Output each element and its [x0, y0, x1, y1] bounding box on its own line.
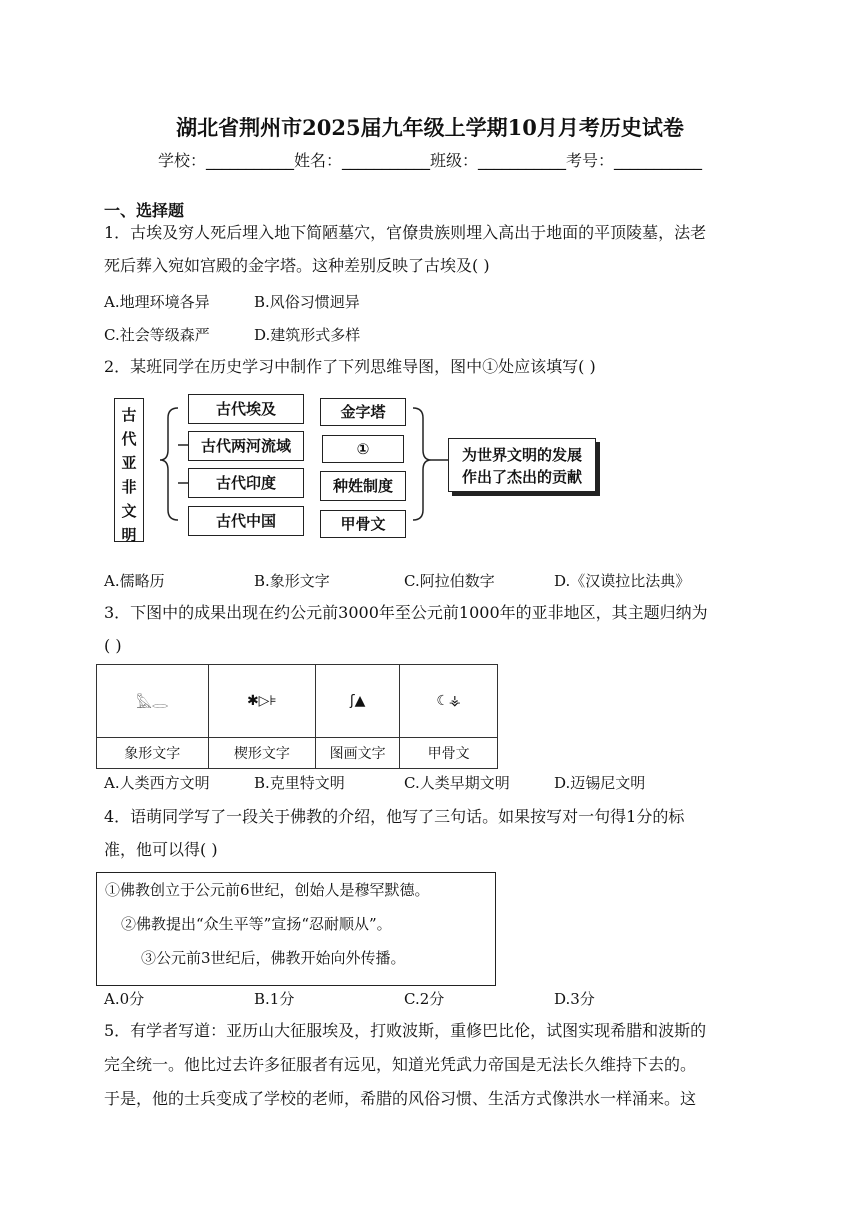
q5-line2: 完全统一。他比过去许多征服者有远见，知道光凭武力帝国是无法长久维持下去的。 — [104, 1055, 697, 1074]
conclusion-line1: 为世界文明的发展 — [461, 446, 582, 464]
q1-line1: 1．古埃及穷人死后埋入地下简陋墓穴，官僚贵族则埋入高出于地面的平顶陵墓，法老 — [104, 223, 707, 242]
cuneiform-image: ✱▷⊧ — [208, 665, 316, 738]
q3-option-b: B.克里特文明 — [254, 774, 345, 792]
scripts-table — [96, 664, 498, 769]
mind-map-root — [114, 398, 144, 542]
q3-option-c: C.人类早期文明 — [404, 774, 510, 792]
q4-option-d: D.3分 — [554, 990, 595, 1008]
q2-option-c: C.阿拉伯数字 — [404, 572, 495, 590]
q1-line2: 死后葬入宛如宫殿的金字塔。这种差别反映了古埃及( ) — [104, 256, 490, 275]
script-label: 象形文字 — [97, 738, 209, 769]
q2-option-b: B.象形文字 — [254, 572, 330, 590]
conclusion-line2: 作出了杰出的贡献 — [461, 468, 582, 486]
q4-statements-box — [96, 872, 496, 986]
scripts-label-row — [97, 738, 498, 769]
item-pyramid: 金字塔 — [320, 398, 406, 426]
q4-option-a: A.0分 — [104, 990, 145, 1008]
q2-stem: 2．某班同学在历史学习中制作了下列思维导图，图中①处应该填写( ) — [104, 357, 596, 376]
q4-statement-3: ③公元前3世纪后，佛教开始向外传播。 — [141, 949, 406, 967]
q3-option-a: A.人类西方文明 — [104, 774, 210, 792]
hieroglyph-image: 𓅓𓂋 — [97, 665, 209, 738]
scripts-glyph-row — [97, 665, 498, 738]
region-india: 古代印度 — [188, 468, 304, 498]
q4-line2: 准，他可以得( ) — [104, 840, 218, 859]
script-label: 图画文字 — [316, 738, 400, 769]
q5-line3: 于是，他的士兵变成了学校的老师，希腊的风俗习惯、生活方式像洪水一样涌来。这 — [104, 1089, 697, 1108]
q1-option-d: D.建筑形式多样 — [254, 326, 361, 344]
root-char: 明 — [121, 526, 137, 544]
page-title: 湖北省荆州市2025届九年级上学期10月月考历史试卷 — [176, 115, 684, 140]
q3-line1: 3．下图中的成果出现在约公元前3000年至公元前1000年的亚非地区，其主题归纳为 — [104, 603, 708, 622]
q1-option-a: A.地理环境各异 — [104, 293, 210, 311]
q4-statement-2: ②佛教提出“众生平等”宣扬“忍耐顺从”。 — [121, 915, 392, 933]
mind-map-conclusion — [448, 438, 596, 492]
question-1 — [104, 216, 764, 282]
region-china: 古代中国 — [188, 506, 304, 536]
q4-option-b: B.1分 — [254, 990, 295, 1008]
q2-option-a: A.儒略历 — [104, 572, 165, 590]
q1-option-c: C.社会等级森严 — [104, 326, 210, 344]
region-mesopotamia: 古代两河流域 — [188, 431, 304, 461]
mind-map — [108, 388, 608, 550]
root-char: 非 — [121, 478, 137, 496]
root-char: 古 — [121, 406, 137, 424]
pictograph-image: ʃ▲ — [316, 665, 400, 738]
q3-line2: ( ) — [104, 636, 122, 655]
q3-option-d: D.迈锡尼文明 — [554, 774, 646, 792]
script-label: 楔形文字 — [208, 738, 316, 769]
q2-option-d: D.《汉谟拉比法典》 — [554, 572, 691, 590]
q4-line1: 4．语萌同学写了一段关于佛教的介绍，他写了三句话。如果按写对一句得1分的标 — [104, 807, 685, 826]
q5-line1: 5．有学者写道：亚历山大征服埃及，打败波斯，重修巴比伦，试图实现希腊和波斯的 — [104, 1021, 707, 1040]
item-blank-1: ① — [322, 435, 404, 463]
item-caste-system: 种姓制度 — [320, 471, 406, 501]
q4-statement-1: ①佛教创立于公元前6世纪，创始人是穆罕默德。 — [105, 881, 430, 899]
root-char: 代 — [121, 430, 137, 448]
question-5 — [104, 1014, 764, 1116]
q4-option-c: C.2分 — [404, 990, 445, 1008]
question-4 — [104, 800, 764, 866]
question-3 — [104, 596, 764, 662]
section-heading: 一、选择题 — [104, 201, 185, 220]
root-char: 文 — [121, 502, 137, 520]
region-egypt: 古代埃及 — [188, 394, 304, 424]
root-char: 亚 — [121, 454, 137, 472]
student-info-line: 学校：___________姓名：___________班级：___________考号：___________ — [157, 151, 702, 170]
oracle-bone-image: ☾⚶ — [400, 665, 498, 738]
script-label: 甲骨文 — [400, 738, 498, 769]
item-oracle-bone: 甲骨文 — [320, 510, 406, 538]
q1-option-b: B.风俗习惯迥异 — [254, 293, 360, 311]
